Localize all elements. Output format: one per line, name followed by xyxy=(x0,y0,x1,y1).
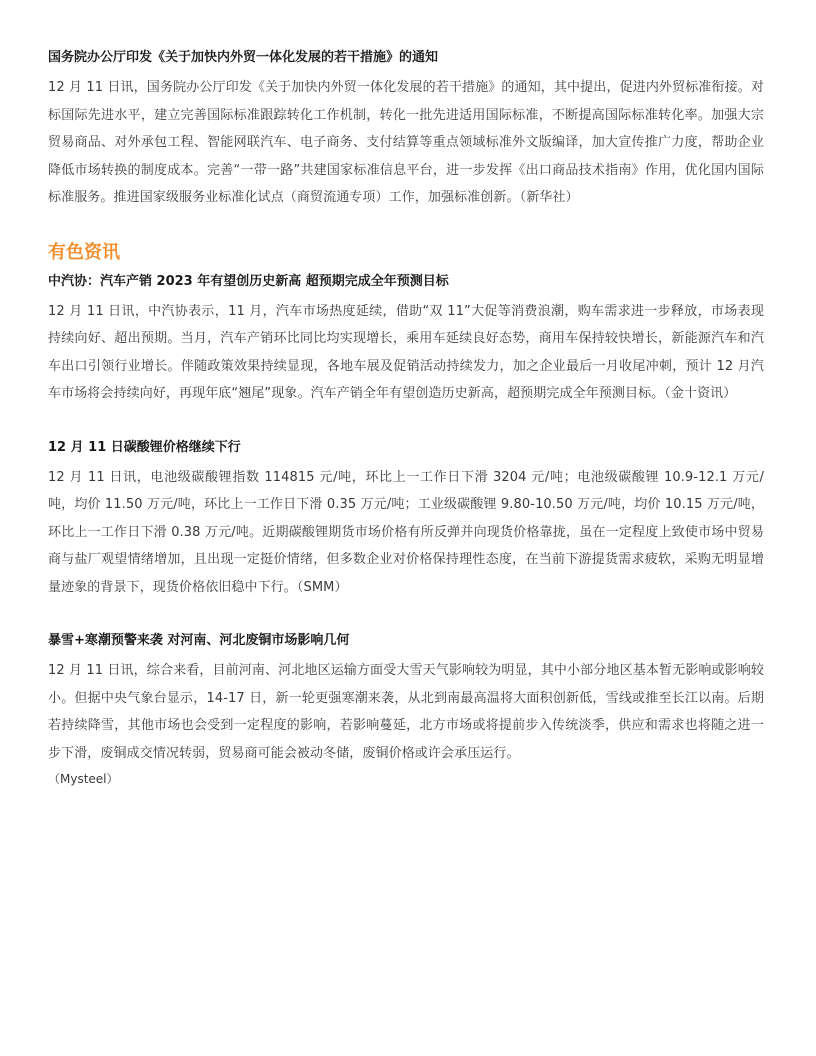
article-body: 12 月 11 日讯，电池级碳酸锂指数 114815 元/吨，环比上一工作日下滑 3204 元/吨；电池级碳酸锂 10.9-12.1 万元/吨，均价 11.50 万元/吨，环比上一工作日下滑 0.35 万元/吨；工业级碳酸锂 9.80-10.50 万元/吨，均价 10.15 万元/吨，环比上一工作日下滑 0.38 万元/吨。近期碳酸锂期货市场价格有所反弹并向现货价格靠拢，虽在一定程度上致使市场中贸易商与盐厂观望情绪增加，且出现一定挺价情绪，但多数企业对价格保持理性态度，在当前下游提货需求疲软，采购无明显增量迹象的背景下，现货价格依旧稳中下行。（SMM） xyxy=(48,469,764,595)
article-copper xyxy=(48,631,764,791)
article-title: 国务院办公厅印发《关于加快内外贸一体化发展的若干措施》的通知 xyxy=(48,50,439,65)
article-title: 暴雪+寒潮预警来袭 对河南、河北废铜市场影响几何 xyxy=(48,633,350,648)
page xyxy=(48,48,764,791)
article-policy xyxy=(48,48,764,212)
article-body: 12 月 11 日讯，国务院办公厅印发《关于加快内外贸一体化发展的若干措施》的通知，其中提出，促进内外贸标准衔接。对标国际先进水平，建立完善国际标准跟踪转化工作机制，转化一批先进适用国际标准，不断提高国际标准转化率。加强大宗贸易商品、对外承包工程、智能网联汽车、电子商务、支付结算等重点领域标准外文版编译，加大宣传推广力度，帮助企业降低市场转换的制度成本。完善“一带一路”共建国家标准信息平台，进一步发挥《出口商品技术指南》作用，优化国内国际标准服务。推进国家级服务业标准化试点（商贸流通专项）工作，加强标准创新。（新华社） xyxy=(48,80,764,205)
article-title: 中汽协：汽车产销 2023 年有望创历史新高 超预期完成全年预测目标 xyxy=(48,273,449,289)
article-body: 12 月 11 日讯，中汽协表示，11 月，汽车市场热度延续，借助“双 11”大促等消费浪潮，购车需求进一步释放，市场表现持续向好、超出预期。当月，汽车产销环比同比均实现增长，乘用车延续良好态势，商用车保持较快增长，新能源汽车和汽车出口引领行业增长。伴随政策效果持续显现，各地车展及促销活动持续发力，加之企业最后一月收尾冲刺，预计 12 月汽车市场将会持续向好，再现年底“翘尾”现象。汽车产销全年有望创造历史新高，超预期完成全年预测目标。（金十资讯） xyxy=(48,303,764,401)
article-auto xyxy=(48,272,764,408)
section-title: 有色资讯 xyxy=(48,241,120,263)
article-lithium xyxy=(48,438,764,602)
spacer xyxy=(48,601,764,631)
article-source: （Mysteel） xyxy=(48,772,119,786)
article-title: 12 月 11 日碳酸锂价格继续下行 xyxy=(48,439,241,455)
article-body: 12 月 11 日讯，综合来看，目前河南、河北地区运输方面受大雪天气影响较为明显，其中小部分地区基本暂无影响或影响较小。但据中央气象台显示，14-17 日，新一轮更强寒潮来袭，从北到南最高温将大面积创新低，雪线或推至长江以南。后期若持续降雪，其他市场也会受到一定程度的影响，若影响蔓延，北方市场或将提前步入传统淡季，供应和需求也将随之进一步下滑，废铜成交情况转弱，贸易商可能会被动冬储，废铜价格或许会承压运行。 xyxy=(48,663,764,761)
spacer xyxy=(48,408,764,438)
